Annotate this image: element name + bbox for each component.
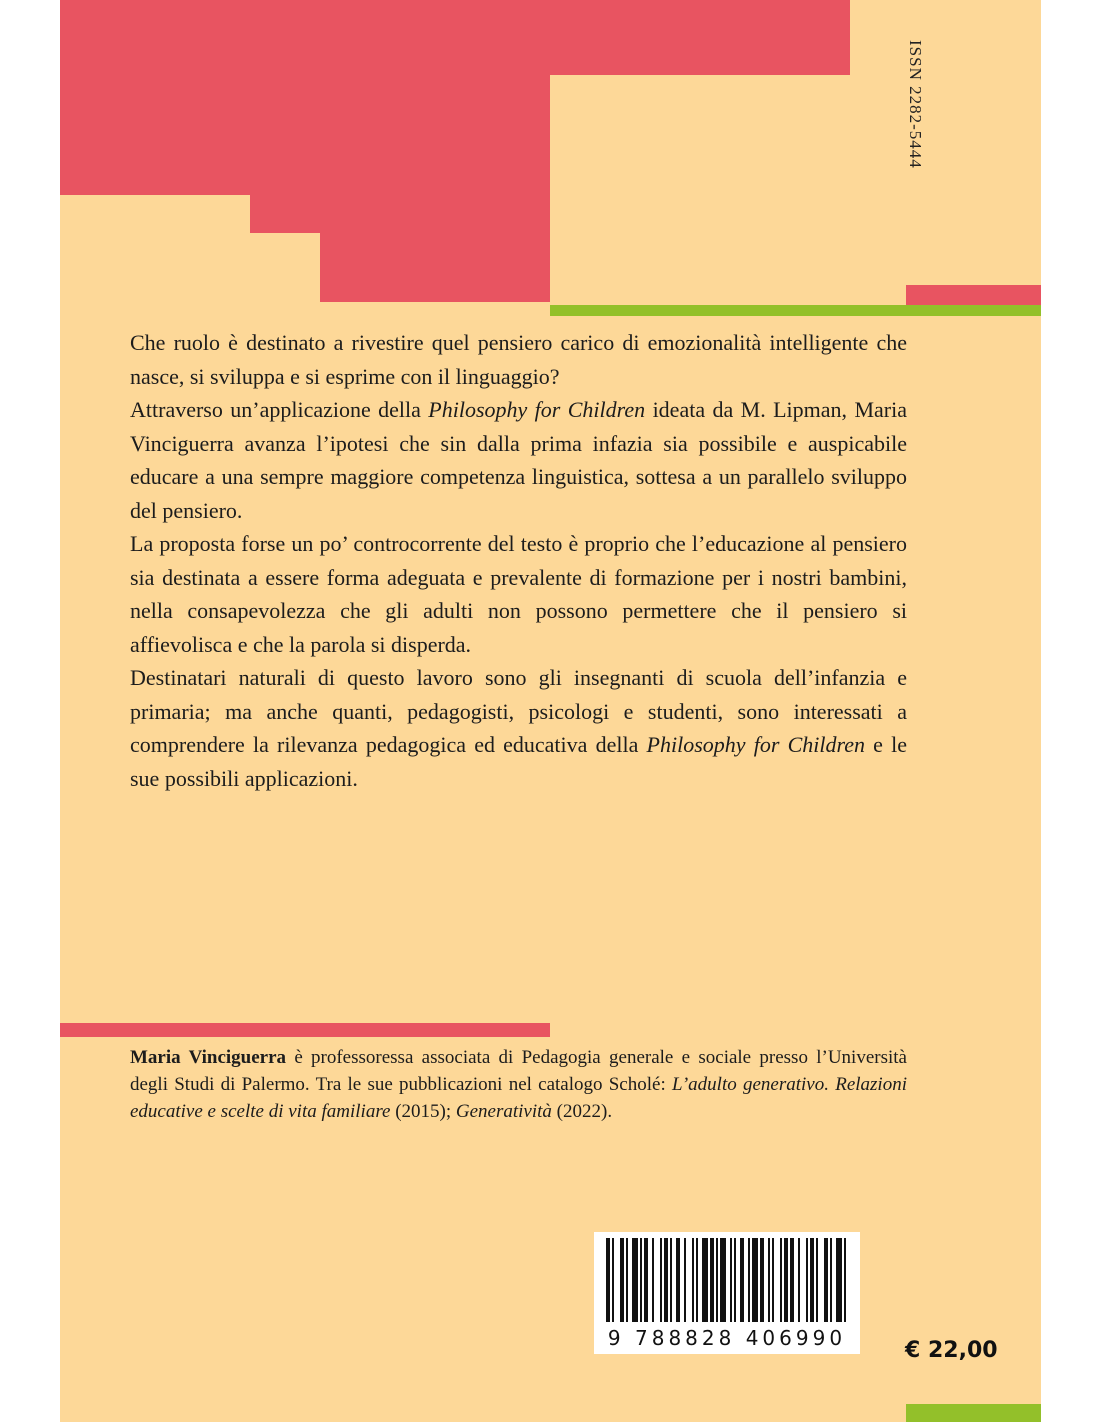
pink-block-lower [320,233,550,302]
barcode-bar [816,1238,818,1322]
publication-title: Generatività [455,1101,552,1122]
barcode-bar [652,1238,654,1322]
barcode-bar [626,1238,628,1322]
issn-label: ISSN 2282-5444 [906,40,925,169]
barcode-bar [660,1238,662,1322]
barcode-bar [632,1238,638,1322]
barcode-bar [748,1238,750,1322]
barcode-bar [836,1238,842,1322]
pink-stripe-right [906,285,1041,305]
blurb-paragraph-3: La proposta forse un po’ controcorrente del testo è proprio che l’educazione al pensiero sia destinata a essere forma adeguata e prevalente di formazione per i nostri bambini, nella consapevolezza che gli adulti non possono permettere che il pensiero si affievolisca e che la parola si disperda. [130,531,907,657]
barcode-bar [644,1238,648,1322]
barcode-bar [640,1238,642,1322]
pink-block-top [60,0,850,75]
pink-block-middle [250,195,550,233]
blurb-paragraph-2: Attraverso un’applicazione della Philosophy for Children ideata da M. Lipman, Maria Vinciguerra avanza l’ipotesi che sin dalla prima infazia sia possibile e auspicabile educare a una sempre maggiore competenza linguistica, sottesa a un parallelo sviluppo del pensiero. [130,397,907,523]
barcode-bar [734,1238,736,1322]
barcode-bar [798,1238,800,1322]
barcode-bar [790,1238,794,1322]
barcode-bar [780,1238,782,1322]
blurb-paragraph-1: Che ruolo è destinato a rivestire quel pensiero carico di emozionalità intelligente che nasce, si sviluppa e si esprime con il linguaggio? [130,330,907,389]
barcode-bar [824,1238,828,1322]
barcode-bar [702,1238,708,1322]
barcode-bar [806,1238,808,1322]
author-name: Maria Vinciguerra [130,1047,287,1068]
barcode-bar [692,1238,694,1322]
green-stripe-top [550,305,1041,316]
green-stripe-bottom [906,1404,1041,1422]
barcode-bar [720,1238,726,1322]
barcode-bar [784,1238,788,1322]
book-title-reference: Philosophy for Children [428,397,646,422]
barcode-bar [716,1238,718,1322]
author-bio: Maria Vinciguerra è professoressa associata di Pedagogia generale e sociale presso l’Università degli Studi di Palermo. Tra le sue pubblicazioni nel catalogo Scholé: L’adulto generativo. Relazioni educative e scelte di vita familiare (2015); Generatività (2022). [130,1047,907,1122]
barcode-bar [606,1238,610,1322]
barcode-bar [710,1238,714,1322]
blurb-paragraph-4: Destinatari naturali di questo lavoro sono gli insegnanti di scuola dell’infanzia e primaria; ma anche quanti, pedagogisti, psicologi e studenti, sono interessati a comprendere la rilevanza pedagogica ed educativa della Philosophy for Children e le sue possibili applicazioni. [130,665,907,791]
pink-block-upper [60,75,550,195]
isbn-number: 9 788828 406990 [607,1326,847,1350]
barcode-bar [612,1238,614,1322]
barcode-bar [696,1238,698,1322]
barcode-bar [620,1238,624,1322]
barcode-bar [670,1238,672,1322]
publication-title: L’adulto generativo. Relazioni educative e scelte di vita familiare [130,1074,907,1122]
pink-divider [60,1023,550,1037]
book-title-reference: Philosophy for Children [646,732,865,757]
barcode-bars [604,1232,850,1324]
barcode-bar [752,1238,758,1322]
barcode-bar [664,1238,668,1322]
barcode-bar [772,1238,774,1322]
back-cover-blurb [130,326,907,795]
barcode-bar [730,1238,732,1322]
price-label: € 22,00 [905,1338,998,1363]
barcode-bar [768,1238,770,1322]
barcode-bar [810,1238,814,1322]
isbn-barcode [594,1232,860,1354]
barcode-bar [830,1238,832,1322]
barcode-bar [676,1238,680,1322]
barcode-bar [844,1238,846,1322]
barcode-bar [760,1238,764,1322]
barcode-bar [684,1238,686,1322]
barcode-bar [740,1238,744,1322]
book-back-cover [60,0,1041,1422]
